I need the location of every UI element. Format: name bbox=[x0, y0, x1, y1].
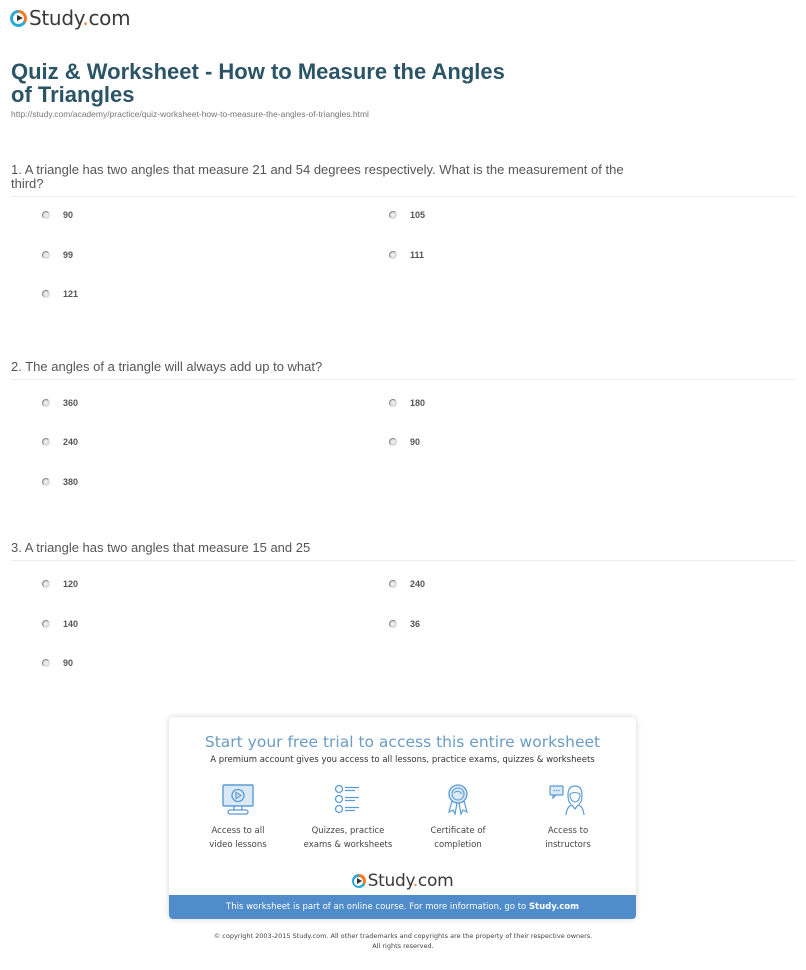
quiz-list-icon bbox=[330, 783, 366, 817]
video-monitor-icon bbox=[220, 783, 256, 817]
logo-text: Study.com bbox=[367, 871, 454, 891]
feature-label: Certificate of bbox=[430, 826, 486, 836]
question-1 bbox=[11, 163, 796, 307]
logo-text: Study.com bbox=[29, 6, 131, 30]
option-label: 121 bbox=[63, 289, 79, 299]
option[interactable] bbox=[389, 250, 424, 260]
option[interactable] bbox=[42, 210, 73, 220]
radio-button[interactable] bbox=[389, 580, 397, 588]
option-label: 360 bbox=[63, 398, 79, 408]
radio-button[interactable] bbox=[42, 399, 50, 407]
option[interactable] bbox=[42, 579, 78, 589]
feature-label: Quizzes, practice bbox=[311, 826, 385, 836]
option-label: 111 bbox=[410, 250, 425, 260]
feature-label: completion bbox=[434, 840, 482, 850]
option-label: 140 bbox=[63, 619, 79, 629]
feature-label: Access to all bbox=[211, 826, 265, 836]
option[interactable] bbox=[42, 289, 78, 299]
question-text: 1. A triangle has two angles that measure 21 and 54 degrees respectively. What is the measurement of the third? bbox=[11, 162, 624, 191]
option[interactable] bbox=[389, 437, 420, 447]
radio-button[interactable] bbox=[42, 659, 50, 667]
radio-button[interactable] bbox=[42, 211, 50, 219]
course-info-text: This worksheet is part of an online course. For more information, go to bbox=[226, 902, 529, 912]
question-2 bbox=[11, 360, 796, 490]
instructor-chat-icon bbox=[548, 783, 588, 817]
radio-button[interactable] bbox=[42, 580, 50, 588]
answer-options bbox=[11, 197, 796, 307]
option-label: 90 bbox=[63, 210, 74, 220]
course-info-bar bbox=[169, 895, 636, 919]
feature-label: video lessons bbox=[209, 840, 267, 850]
option-label: 99 bbox=[63, 250, 74, 260]
feature-label: instructors bbox=[545, 840, 591, 850]
radio-button[interactable] bbox=[389, 251, 397, 259]
play-logo-icon bbox=[10, 10, 27, 27]
answer-options bbox=[11, 561, 796, 671]
option[interactable] bbox=[42, 477, 78, 487]
radio-button[interactable] bbox=[389, 620, 397, 628]
radio-button[interactable] bbox=[42, 290, 50, 298]
copyright-line: © copyright 2003-2015 Study.com. All other trademarks and copyrights are the property of their respective owners. bbox=[213, 932, 593, 940]
feature-video-lessons bbox=[183, 783, 293, 852]
option[interactable] bbox=[42, 437, 78, 447]
option[interactable] bbox=[389, 398, 425, 408]
option-label: 180 bbox=[410, 398, 426, 408]
option[interactable] bbox=[42, 658, 73, 668]
feature-instructors bbox=[513, 783, 623, 852]
option-label: 240 bbox=[63, 437, 79, 447]
option-label: 90 bbox=[63, 658, 74, 668]
radio-button[interactable] bbox=[42, 438, 50, 446]
page-url: http://study.com/academy/practice/quiz-worksheet-how-to-measure-the-angles-of-triangles.html bbox=[11, 109, 369, 119]
option-label: 380 bbox=[63, 477, 79, 487]
radio-button[interactable] bbox=[42, 620, 50, 628]
study-logo[interactable] bbox=[10, 6, 130, 30]
option[interactable] bbox=[42, 398, 78, 408]
option-label: 240 bbox=[410, 579, 426, 589]
option[interactable] bbox=[42, 619, 78, 629]
promo-subtitle: A premium account gives you access to all lessons, practice exams, quizzes & worksheets bbox=[210, 755, 595, 765]
radio-button[interactable] bbox=[389, 211, 397, 219]
option[interactable] bbox=[389, 210, 425, 220]
feature-quizzes bbox=[293, 783, 403, 852]
radio-button[interactable] bbox=[389, 438, 397, 446]
question-text: 2. The angles of a triangle will always add up to what? bbox=[11, 359, 323, 374]
radio-button[interactable] bbox=[389, 399, 397, 407]
radio-button[interactable] bbox=[42, 251, 50, 259]
copyright-line: All rights reserved. bbox=[372, 942, 434, 950]
radio-button[interactable] bbox=[42, 478, 50, 486]
option-label: 105 bbox=[410, 210, 426, 220]
option[interactable] bbox=[389, 619, 420, 629]
feature-list bbox=[183, 783, 623, 852]
page-title: Quiz & Worksheet - How to Measure the Angles of Triangles bbox=[11, 59, 505, 107]
promo-study-logo[interactable] bbox=[169, 871, 636, 891]
option[interactable] bbox=[389, 579, 425, 589]
promo-title[interactable]: Start your free trial to access this entire worksheet bbox=[204, 733, 601, 751]
option-label: 90 bbox=[410, 437, 421, 447]
certificate-ribbon-icon bbox=[440, 783, 476, 817]
feature-label: exams & worksheets bbox=[303, 840, 393, 850]
option[interactable] bbox=[42, 250, 73, 260]
question-text: 3. A triangle has two angles that measure 15 and 25 bbox=[11, 540, 311, 555]
option-label: 36 bbox=[410, 619, 421, 629]
play-logo-icon bbox=[352, 874, 366, 888]
answer-options bbox=[11, 380, 796, 490]
copyright bbox=[0, 931, 806, 951]
study-link[interactable]: Study.com bbox=[528, 902, 579, 912]
feature-label: Access to bbox=[547, 826, 589, 836]
option-label: 120 bbox=[63, 579, 79, 589]
question-3 bbox=[11, 541, 796, 671]
free-trial-promo bbox=[169, 717, 636, 919]
feature-certificate bbox=[403, 783, 513, 852]
